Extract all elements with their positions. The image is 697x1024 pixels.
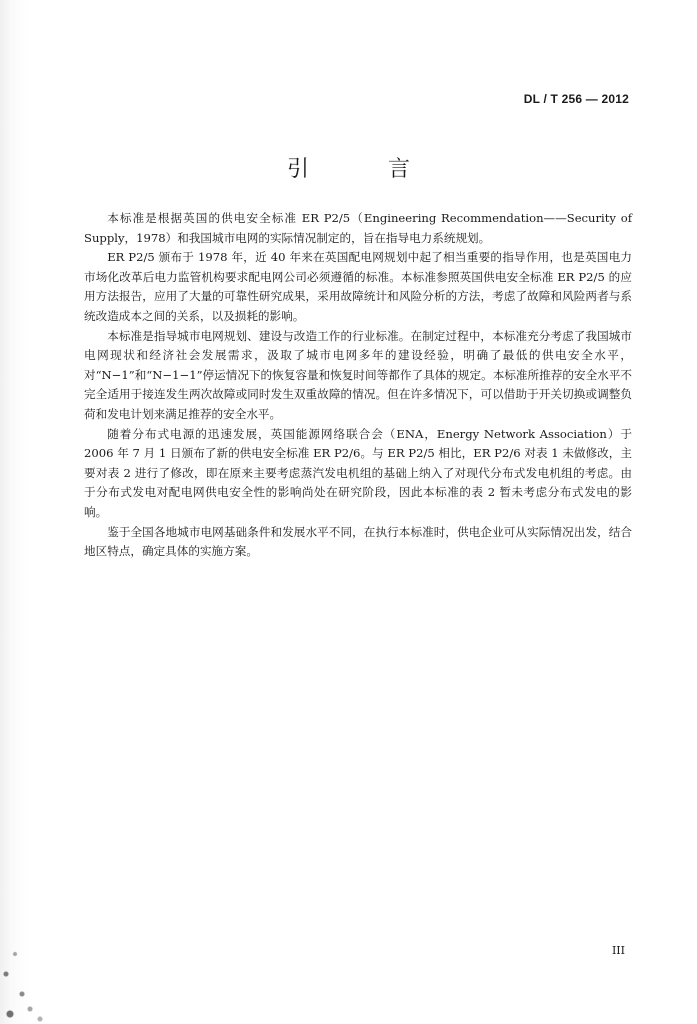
body-text	[84, 209, 632, 562]
paragraph: 随着分布式电源的迅速发展，英国能源网络联合会（ENA，Energy Network Association）于 2006 年 7 月 1 日颁布了新的供电安全标准 ER P2/6。与 ER P2/5 相比，ER P2/6 对表 1 未做修改，主要对表 2 进行了修改，即在原来主要考虑蒸汽发电机组的基础上纳入了对现代分布式发电机组的考虑。由于分布式发电对配电网供电安全性的影响尚处在研究阶段，因此本标准的表 2 暂未考虑分布式发电的影响。	[84, 426, 632, 519]
document-code: DL / T 256 — 2012	[523, 92, 629, 106]
paragraph: 本标准是根据英国的供电安全标准 ER P2/5（Engineering Recommendation——Security of Supply，1978）和我国城市电网的实际情况制定的，旨在指导电力系统规划。	[84, 211, 632, 245]
paragraph: ER P2/5 颁布于 1978 年，近 40 年来在英国配电网规划中起了相当重要的指导作用，也是英国电力市场化改革后电力监管机构要求配电网公司必须遵循的标准。本标准参照英国供电安全标准 ER P2/5 的应用方法报告，应用了大量的可靠性研究成果，采用故障统计和风险分析的方法，考虑了故障和风险两者与系统改造成本之间的关系，以及损耗的影响。	[84, 250, 632, 323]
scan-speckle-marks	[0, 864, 60, 1024]
paragraph: 鉴于全国各地城市电网基础条件和发展水平不同，在执行本标准时，供电企业可从实际情况出发，结合地区特点，确定具体的实施方案。	[84, 524, 632, 559]
page-number: III	[611, 944, 625, 957]
section-title: 引 言	[287, 157, 446, 182]
paragraph: 本标准是指导城市电网规划、建设与改造工作的行业标准。在制定过程中，本标准充分考虑了我国城市电网现状和经济社会发展需求，汲取了城市电网多年的建设经验，明确了最低的供电安全水平，对“N−1”和“N−1−1”停运情况下的恢复容量和恢复时间等都作了具体的规定。本标准所推荐的安全水平不完全适用于接连发生两次故障或同时发生双重故障的情况。但在许多情况下，可以借助于开关切换或调整负荷和发电计划来满足推荐的安全水平。	[84, 328, 632, 421]
